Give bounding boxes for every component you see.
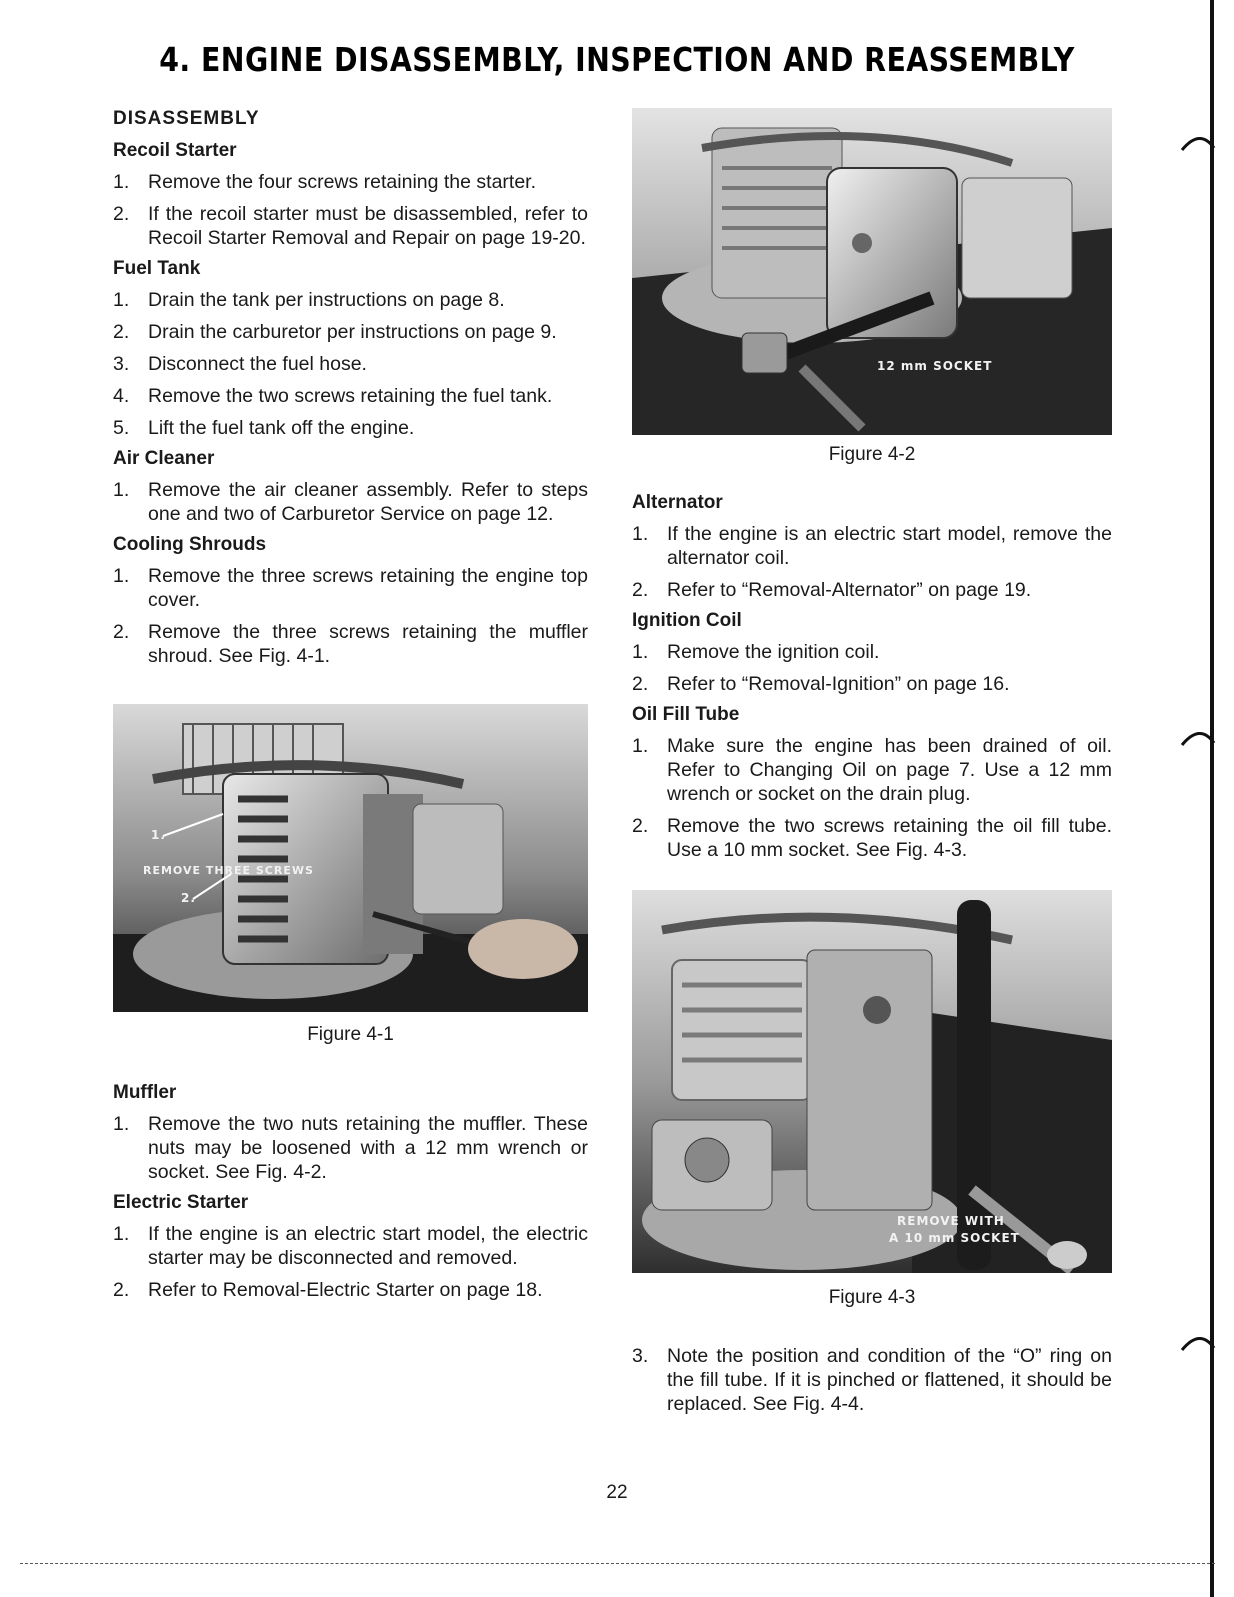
- step-text: Make sure the engine has been drained of oil. Refer to Changing Oil on page 7. Use a 12 mm wrench or socket on the drain plug.: [667, 735, 1112, 805]
- step-text: Refer to “Removal-Ignition” on page 16.: [667, 673, 1010, 695]
- step-number: 1.: [632, 641, 649, 663]
- list-item: [632, 578, 1112, 602]
- list-item: [632, 522, 1112, 570]
- step-number: 1.: [113, 289, 130, 311]
- figure-4-2: [632, 108, 1112, 435]
- step-number: 2.: [632, 815, 649, 837]
- step-number: 2.: [632, 579, 649, 601]
- subheading-ignition-coil: Ignition Coil: [632, 610, 742, 631]
- left-column: [113, 108, 588, 1310]
- step-text: If the engine is an electric start model, the electric starter may be disconnected and removed.: [148, 1223, 588, 1269]
- subheading-muffler: Muffler: [113, 1082, 177, 1103]
- subheading-air-cleaner: Air Cleaner: [113, 448, 215, 469]
- list-item: [113, 1112, 588, 1184]
- list-item: [113, 620, 588, 668]
- list-item: [632, 1344, 1112, 1416]
- section-heading-disassembly: DISASSEMBLY: [113, 108, 260, 129]
- right-column: [632, 108, 1112, 1424]
- muffler-steps: [113, 1112, 588, 1184]
- step-number: 2.: [113, 621, 130, 643]
- step-text: Remove the three screws retaining the engine top cover.: [148, 565, 588, 611]
- step-text: Note the position and condition of the “O” ring on the fill tube. If it is pinched or flattened, it should be replaced. See Fig. 4-4.: [667, 1345, 1112, 1415]
- step-number: 4.: [113, 385, 130, 407]
- step-number: 2.: [632, 673, 649, 695]
- list-item: [113, 478, 588, 526]
- step-number: 1.: [632, 523, 649, 545]
- step-text: Remove the four screws retaining the starter.: [148, 171, 537, 193]
- step-text: Disconnect the fuel hose.: [148, 353, 367, 375]
- step-text: Remove the ignition coil.: [667, 641, 880, 663]
- step-number: 2.: [113, 1279, 130, 1301]
- ignition-coil-steps: [632, 640, 1112, 696]
- subheading-electric-starter: Electric Starter: [113, 1192, 249, 1213]
- step-number: 1.: [113, 565, 130, 587]
- list-item: [632, 814, 1112, 862]
- oil-fill-tube-steps: [632, 734, 1112, 862]
- list-item: [113, 320, 588, 344]
- page-title: 4. ENGINE DISASSEMBLY, INSPECTION AND REASSEMBLY: [159, 40, 1075, 79]
- step-text: Refer to Removal-Electric Starter on page 18.: [148, 1279, 543, 1301]
- step-number: 5.: [113, 417, 130, 439]
- oil-fill-tube-steps-continued: [632, 1344, 1112, 1416]
- hole-punch-mark: [1180, 725, 1220, 765]
- step-number: 1.: [113, 479, 130, 501]
- list-item: [632, 672, 1112, 696]
- list-item: [113, 288, 588, 312]
- subheading-oil-fill-tube: Oil Fill Tube: [632, 704, 740, 725]
- step-number: 2.: [113, 321, 130, 343]
- step-text: Remove the two nuts retaining the muffler. These nuts may be loosened with a 12 mm wrench or socket. See Fig. 4-2.: [148, 1113, 588, 1183]
- list-item: [113, 1278, 588, 1302]
- list-item: [632, 640, 1112, 664]
- page-number: 22: [606, 1482, 628, 1503]
- engine-photo-muffler: [632, 108, 1112, 435]
- step-text: Lift the fuel tank off the engine.: [148, 417, 415, 439]
- figure-label-12mm-socket: 12 mm SOCKET: [877, 359, 993, 373]
- figure-label-2: 2.: [181, 891, 196, 905]
- figure-caption: Figure 4-3: [828, 1287, 916, 1308]
- figure-label-1: 1.: [151, 828, 166, 842]
- subheading-fuel-tank: Fuel Tank: [113, 258, 201, 279]
- subheading-recoil-starter: Recoil Starter: [113, 140, 237, 161]
- step-text: Drain the carburetor per instructions on page 9.: [148, 321, 557, 343]
- figure-label-remove-screws: REMOVE THREE SCREWS: [143, 864, 314, 877]
- step-text: If the recoil starter must be disassembled, refer to Recoil Starter Removal and Repair on page 19-20.: [148, 203, 588, 249]
- hole-punch-mark: [1180, 130, 1220, 170]
- step-text: If the engine is an electric start model, remove the alternator coil.: [667, 523, 1112, 569]
- cooling-shrouds-steps: [113, 564, 588, 668]
- electric-starter-steps: [113, 1222, 588, 1302]
- step-text: Refer to “Removal-Alternator” on page 19.: [667, 579, 1032, 601]
- figure-label-10mm-socket: A 10 mm SOCKET: [889, 1231, 1020, 1245]
- list-item: [113, 170, 588, 194]
- air-cleaner-steps: [113, 478, 588, 526]
- subheading-cooling-shrouds: Cooling Shrouds: [113, 534, 267, 555]
- list-item: [632, 734, 1112, 806]
- step-text: Remove the two screws retaining the fuel tank.: [148, 385, 553, 407]
- step-number: 2.: [113, 203, 130, 225]
- figure-4-3: [632, 890, 1112, 1273]
- page-bottom-rule: [20, 1563, 1215, 1565]
- step-text: Remove the air cleaner assembly. Refer to steps one and two of Carburetor Service on page 12.: [148, 479, 588, 525]
- step-text: Remove the two screws retaining the oil fill tube. Use a 10 mm socket. See Fig. 4-3.: [667, 815, 1112, 861]
- step-number: 1.: [113, 171, 130, 193]
- engine-photo-oil-fill-tube: [632, 890, 1112, 1273]
- step-number: 3.: [113, 353, 130, 375]
- list-item: [113, 564, 588, 612]
- figure-caption: Figure 4-2: [828, 444, 916, 465]
- figure-label-remove-with: REMOVE WITH: [897, 1214, 1005, 1228]
- step-number: 3.: [632, 1345, 649, 1367]
- step-number: 1.: [113, 1113, 130, 1135]
- list-item: [113, 384, 588, 408]
- recoil-starter-steps: [113, 170, 588, 250]
- step-number: 1.: [113, 1223, 130, 1245]
- figure-caption: Figure 4-1: [307, 1024, 394, 1045]
- list-item: [113, 416, 588, 440]
- fuel-tank-steps: [113, 288, 588, 440]
- hole-punch-mark: [1180, 1330, 1220, 1370]
- list-item: [113, 1222, 588, 1270]
- step-text: Remove the three screws retaining the muffler shroud. See Fig. 4-1.: [148, 621, 588, 667]
- step-number: 1.: [632, 735, 649, 757]
- step-text: Drain the tank per instructions on page 8.: [148, 289, 505, 311]
- subheading-alternator: Alternator: [632, 492, 723, 513]
- list-item: [113, 352, 588, 376]
- list-item: [113, 202, 588, 250]
- alternator-steps: [632, 522, 1112, 602]
- engine-photo-shroud: [113, 704, 588, 1012]
- figure-4-1: [113, 704, 588, 1012]
